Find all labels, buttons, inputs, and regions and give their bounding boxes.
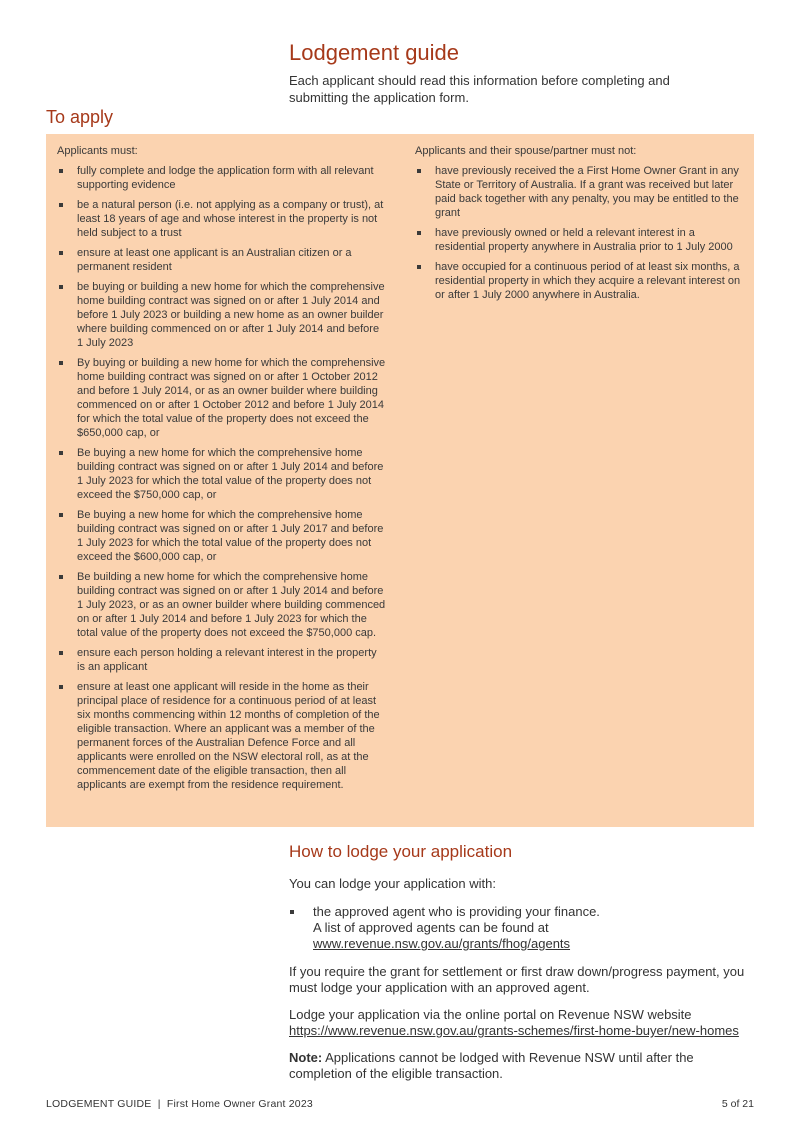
bullet-icon <box>417 231 421 235</box>
portal-paragraph <box>289 1007 759 1039</box>
list-item <box>289 904 759 952</box>
note-text: Applications cannot be lodged with Revenue NSW until after the completion of the eligible transaction. <box>289 1050 694 1081</box>
list-item-text: Be buying a new home for which the comprehensive home building contract was signed on or after 1 July 2017 and before 1 July 2023 for which the total value of the property does not exceed the $600,000 cap, or <box>77 509 384 563</box>
footer-title <box>46 1098 313 1110</box>
list-item-text: have previously owned or held a relevant interest in a residential property anywhere in Australia prior to 1 July 2000 <box>435 227 733 253</box>
agent-bullet-sub: A list of approved agents can be found at <box>313 920 549 935</box>
bullet-icon <box>59 685 63 689</box>
list-item-text: fully complete and lodge the application form with all relevant supporting evidence <box>77 165 374 191</box>
must-not-list <box>415 164 745 302</box>
lodge-lead: You can lodge your application with: <box>289 876 496 891</box>
must-lead: Applicants must: <box>57 145 138 157</box>
how-to-lodge-body <box>289 876 759 1082</box>
list-item-text: have occupied for a continuous period of at least six months, a residential property in which they acquire a relevant interest on or after 1 July 2000 anywhere in Australia. <box>435 261 741 301</box>
must-not-column <box>415 144 745 308</box>
intro-text: Each applicant should read this information before completing and submitting the application form. <box>289 73 670 105</box>
bullet-icon <box>59 513 63 517</box>
agent-bullet-text: the approved agent who is providing your finance. <box>313 904 600 919</box>
bullet-icon <box>59 203 63 207</box>
bullet-icon <box>417 169 421 173</box>
list-item <box>57 198 387 240</box>
list-item <box>57 508 387 564</box>
list-item <box>57 570 387 640</box>
list-item-text: ensure at least one applicant will reside in the home as their principal place of residence for a continuous period of at least six months commencing within 12 months of completion of the eligible transaction. Where an applicant was a member of the permanent forces of the Australian Defence Force and all applicants were enrolled on the NSW electoral roll, as at the commencement date of the eligible transaction, then all applicants are exempt from the residence requirement. <box>77 681 380 791</box>
bullet-icon <box>417 265 421 269</box>
portal-text: Lodge your application via the online portal on Revenue NSW website <box>289 1007 692 1022</box>
list-item <box>415 164 745 220</box>
list-item <box>57 280 387 350</box>
note-paragraph <box>289 1050 759 1082</box>
list-item-text: ensure at least one applicant is an Australian citizen or a permanent resident <box>77 247 352 273</box>
list-item <box>57 680 387 792</box>
list-item <box>57 646 387 674</box>
list-item-text: have previously received the a First Home Owner Grant in any State or Territory of Australia. If a grant was received but later paid back together with any penalty, you may be entitled to the grant <box>435 165 739 219</box>
must-list <box>57 164 387 792</box>
list-item-text: Be buying a new home for which the comprehensive home building contract was signed on or after 1 July 2014 and before 1 July 2023 for which the total value of the property does not exceed the $750,000 cap, or <box>77 447 384 501</box>
must-column <box>57 144 387 798</box>
list-item-text: By buying or building a new home for which the comprehensive home building contract was signed on or after 1 October 2012 and before 1 July 2014, or as an owner builder where building commenced on or after 1 October 2012 and before 1 July 2014 for which the total value of the property does not exceed the $650,000 cap, or <box>77 357 386 439</box>
bullet-icon <box>59 251 63 255</box>
bullet-icon <box>59 451 63 455</box>
page-title: Lodgement guide <box>289 40 460 65</box>
list-item <box>57 246 387 274</box>
note-label: Note: <box>289 1050 323 1065</box>
bullet-icon <box>59 575 63 579</box>
list-item <box>57 446 387 502</box>
how-to-lodge-heading: How to lodge your application <box>289 842 513 861</box>
eligibility-panel <box>46 134 754 827</box>
to-apply-heading: To apply <box>46 107 114 127</box>
agents-link[interactable]: www.revenue.nsw.gov.au/grants/fhog/agents <box>313 936 571 951</box>
settlement-text: If you require the grant for settlement or first draw down/progress payment, you must lodge your application with an approved agent. <box>289 964 745 995</box>
bullet-icon <box>59 285 63 289</box>
must-not-lead: Applicants and their spouse/partner must not: <box>415 145 637 157</box>
list-item <box>415 226 745 254</box>
list-item-text: ensure each person holding a relevant interest in the property is an applicant <box>77 647 377 673</box>
bullet-icon <box>59 169 63 173</box>
bullet-icon <box>59 361 63 365</box>
page-number: 5 of 21 <box>721 1098 754 1110</box>
list-item <box>57 356 387 440</box>
bullet-icon <box>290 910 294 914</box>
list-item <box>57 164 387 192</box>
list-item-text: be a natural person (i.e. not applying as a company or trust), at least 18 years of age and whose interest in the property is not held subject to a trust <box>77 199 384 239</box>
list-item-text: be buying or building a new home for which the comprehensive home building contract was signed on or after 1 July 2014 and before 1 July 2023 or building a new home as an owner builder where building commenced on or after 1 July 2014 and before 1 July 2023 <box>77 281 385 349</box>
portal-link[interactable]: https://www.revenue.nsw.gov.au/grants-schemes/first-home-buyer/new-homes <box>289 1023 739 1038</box>
bullet-icon <box>59 651 63 655</box>
list-item-text: Be building a new home for which the comprehensive home building contract was signed on or after 1 July 2014 and before 1 July 2023, or as an owner builder where building commenced on or after 1 July 2014 and before 1 July 2023 for which the total value of the property does not exceed the $750,000 cap. <box>77 571 386 639</box>
list-item <box>415 260 745 302</box>
footer-title-text: LODGEMENT GUIDE | First Home Owner Grant 2023 <box>46 1098 313 1110</box>
